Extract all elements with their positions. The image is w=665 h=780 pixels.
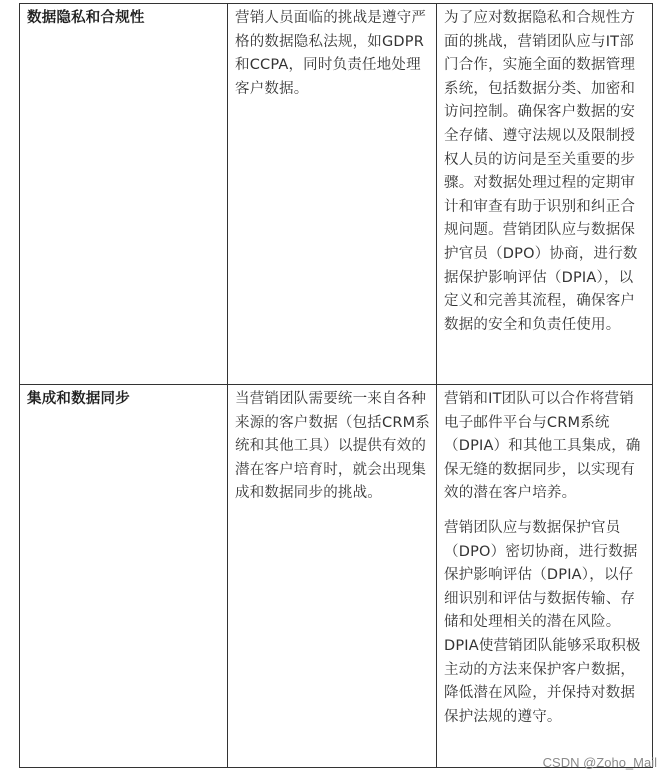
solution-paragraph: 为了应对数据隐私和合规性方面的挑战，营销团队应与IT部门合作，实施全面的数据管理系统，包括数据分类、加密和访问控制。确保客户数据的安全存储、遵守法规以及限制授权人员的访问是至关重要的步骤。对数据处理过程的定期审计和审查有助于识别和纠正合规问题。营销团队应与数据保护官员（DPO）协商，进行数据保护影响评估（DPIA），以定义和完善其流程，确保客户数据的安全和负责任使用。 [444, 10, 638, 333]
solution-paragraph: 营销和IT团队可以合作将营销电子邮件平台与CRM系统（DPIA）和其他工具集成，确保无缝的数据同步，以实现有效的潜在客户培养。 [444, 391, 641, 502]
solution-cell [437, 4, 653, 385]
table-row [20, 385, 653, 768]
solution-paragraph: 营销团队应与数据保护官员（DPO）密切协商，进行数据保护影响评估（DPIA），以仔细识别和评估与数据传输、存储和处理相关的潜在风险。DPIA使营销团队能够采取积极主动的方法来保护客户数据，降低潜在风险，并保持对数据保护法规的遵守。 [444, 519, 641, 725]
watermark: CSDN @Zoho_Mail [542, 755, 657, 770]
topic-cell: 集成和数据同步 [20, 385, 228, 768]
challenge-cell: 营销人员面临的挑战是遵守严格的数据隐私法规，如GDPR和CCPA，同时负责任地处理客户数据。 [228, 4, 437, 385]
content-table [19, 3, 653, 768]
solution-cell [437, 385, 653, 768]
topic-cell: 数据隐私和合规性 [20, 4, 228, 385]
table-row [20, 4, 653, 385]
challenge-cell: 当营销团队需要统一来自各种来源的客户数据（包括CRM系统和其他工具）以提供有效的潜在客户培育时，就会出现集成和数据同步的挑战。 [228, 385, 437, 768]
